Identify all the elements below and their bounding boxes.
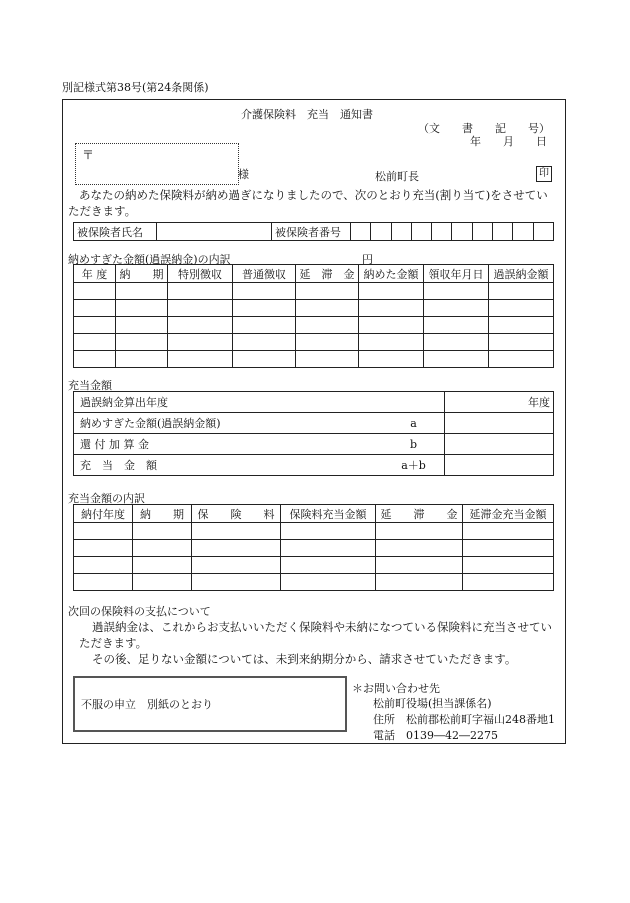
allot-detail-header: 保険料充当金額: [281, 505, 376, 523]
allot-detail-header: 延滞金充当金額: [463, 505, 554, 523]
table-row: [74, 574, 554, 591]
next-line-1: 過誤納金は、これからお支払いいただく保険料や未納になつている保険料に充当させてい: [92, 620, 552, 634]
seal-mark: 印: [536, 166, 552, 182]
allot-detail-heading: 充当金額の内訳: [68, 492, 145, 505]
objection-text: 不服の申立 別紙のとおり: [81, 698, 213, 711]
overpay-header: 特別徴収: [168, 265, 233, 283]
date-line: 年 月 日: [470, 135, 547, 148]
overpay-header: 領収年月日: [424, 265, 489, 283]
intro-line-1: あなたの納めた保険料が納め過ぎになりましたので、次のとおり充当(割り当て)をさせてい: [79, 188, 548, 202]
insured-number-digit: [472, 223, 492, 241]
objection-box: [73, 676, 347, 732]
table-row: [74, 413, 554, 434]
table-row: [74, 557, 554, 574]
insured-number-digit: [351, 223, 371, 241]
table-row: [74, 300, 554, 317]
allot-detail-header: 納 期: [133, 505, 192, 523]
allot-label: 納めすぎた金額(過誤納金額): [74, 413, 384, 434]
table-row: [74, 455, 554, 476]
contact-office: 松前町役場(担当課係名): [373, 697, 492, 710]
table-row: [74, 317, 554, 334]
overpay-header: 普通徴収: [233, 265, 296, 283]
allot-value: 年度: [445, 392, 554, 413]
allot-code: a＋b: [383, 455, 445, 476]
insured-number-digit: [493, 223, 513, 241]
contact-phone: 電話 0139―42―2275: [373, 729, 498, 742]
insured-table: [73, 222, 554, 241]
insured-name-label: 被保険者氏名: [74, 223, 157, 241]
document-number: （文 書 記 号）: [418, 122, 550, 135]
contact-heading: ＊お問い合わせ先: [352, 682, 440, 695]
table-row: [74, 434, 554, 455]
allot-detail-header: 保 険 料: [192, 505, 281, 523]
overpay-header: 年 度: [74, 265, 116, 283]
address-box: [75, 143, 239, 185]
insured-number-digit: [432, 223, 452, 241]
allot-detail-table: [73, 504, 554, 591]
postal-mark: 〒: [82, 148, 95, 162]
form-reference: 別記様式第38号(第24条関係): [62, 81, 209, 94]
next-line-2: ただきます。: [79, 636, 148, 650]
table-row: [74, 392, 554, 413]
table-row: [74, 523, 554, 540]
insured-number-digit: [371, 223, 391, 241]
overpay-heading: 納めすぎた金額(過誤納金)の内訳: [68, 253, 231, 266]
table-row: [74, 540, 554, 557]
allot-code: a: [383, 413, 445, 434]
insured-number-label: 被保険者番号: [272, 223, 351, 241]
document-title: 介護保険料 充当 通知書: [241, 108, 373, 121]
overpay-header: 納 期: [116, 265, 168, 283]
intro-line-2: ただきます。: [68, 204, 137, 218]
allot-value: [445, 455, 554, 476]
insured-number-digit: [411, 223, 431, 241]
insured-name-value: [157, 223, 272, 241]
next-line-3: その後、足りない金額については、未到来納期分から、請求させていただきます。: [92, 652, 517, 666]
overpay-header: 納めた金額: [359, 265, 424, 283]
recipient-honorific: 様: [238, 168, 249, 181]
allot-heading: 充当金額: [68, 379, 112, 392]
allot-detail-header: 納付年度: [74, 505, 133, 523]
overpay-header: 過誤納金額: [489, 265, 554, 283]
allot-value: [445, 434, 554, 455]
allot-detail-header: 延 滞 金: [376, 505, 463, 523]
insured-number-digit: [513, 223, 533, 241]
contact-address: 住所 松前郡松前町字福山248番地1: [373, 713, 555, 726]
next-heading: 次回の保険料の支払について: [68, 605, 211, 618]
allot-code: b: [383, 434, 445, 455]
table-row: [74, 283, 554, 300]
insured-number-digit: [391, 223, 411, 241]
insured-number-digit: [533, 223, 553, 241]
issuer-name: 松前町長: [375, 170, 419, 183]
allot-label: 過誤納金算出年度: [74, 392, 445, 413]
insured-number-digit: [452, 223, 472, 241]
allot-label: 還 付 加 算 金: [74, 434, 384, 455]
allot-value: [445, 413, 554, 434]
table-row: [74, 351, 554, 368]
allot-table: [73, 391, 554, 476]
allot-label: 充 当 金 額: [74, 455, 384, 476]
overpay-header: 延 滞 金: [296, 265, 359, 283]
overpay-unit: 円: [362, 253, 373, 266]
overpay-table: [73, 264, 554, 368]
table-row: [74, 334, 554, 351]
